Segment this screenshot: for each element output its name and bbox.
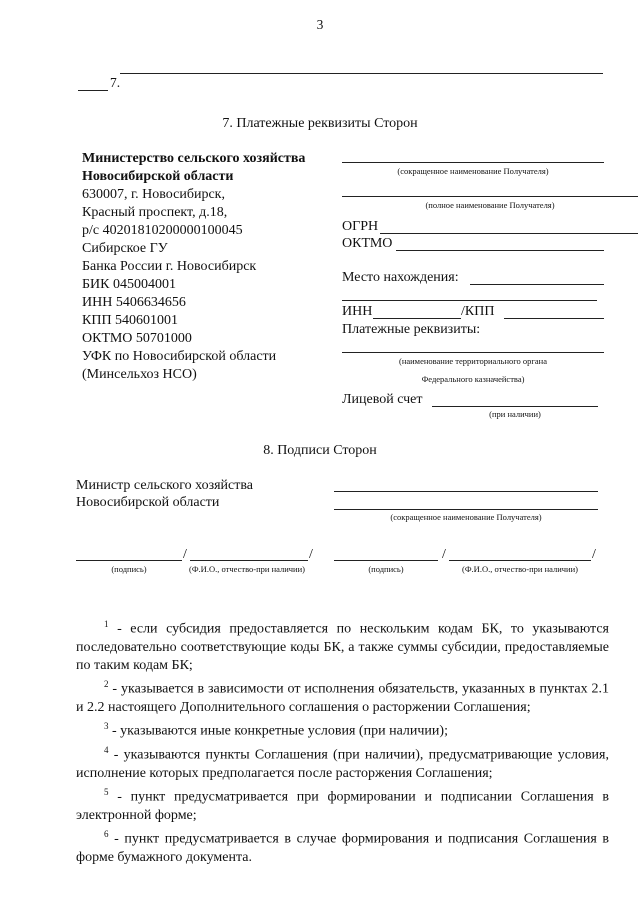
right-slash-1: /: [442, 547, 446, 562]
left-party-line: УФК по Новосибирской области: [82, 349, 277, 364]
cap-if-available: (при наличии): [489, 409, 541, 419]
footnote: [76, 675, 609, 717]
right-slash-2: /: [592, 547, 596, 562]
left-party-line: КПП 540601001: [82, 313, 179, 328]
left-party-line: (Минсельхоз НСО): [82, 367, 197, 382]
left-party-line: Сибирское ГУ: [82, 241, 168, 256]
footnote: [76, 783, 609, 825]
cap-treasury-2: Федерального казначейства): [421, 374, 525, 384]
footnote-text: - пункт предусматривается в случае формирования и подписания Соглашения в форме бумажного документа.: [76, 831, 609, 866]
footnote-mark: 2: [104, 679, 109, 690]
footnote-text: - если субсидия предоставляется по нескольким кодам БК, то указываются последовательно соответствующие коды БК, а также суммы субсидии, предоставляемые по таким кодам БК;: [76, 621, 609, 674]
left-party-line: ИНН 5406634656: [82, 295, 186, 310]
page-number: 3: [316, 17, 324, 32]
ogrn-line: [380, 233, 638, 234]
footnote-text: - пункт предусматривается при формировании и подписании Соглашения в электронной форме;: [76, 789, 609, 824]
left-fio-line: [190, 560, 308, 561]
left-party-line: р/с 40201810200000100045: [82, 223, 243, 238]
treasury-line: [342, 352, 604, 353]
footnotes: [76, 615, 609, 867]
inn-label: ИНН: [342, 304, 373, 319]
kpp-line: [504, 318, 604, 319]
full-name-line: [342, 196, 638, 197]
cap-left-fio: (Ф.И.О., отчество-при наличии): [189, 564, 305, 574]
section8-title: 8. Подписи Сторон: [263, 443, 377, 458]
recipient-line-1: [334, 491, 598, 492]
footnote-mark: 3: [104, 721, 109, 732]
footnote-mark: 1: [104, 619, 109, 629]
footnote-mark: 4: [104, 745, 109, 756]
account-label: Лицевой счет: [342, 392, 423, 407]
recipient-line-2: [334, 509, 598, 510]
left-party-line: Красный проспект, д.18,: [82, 205, 228, 220]
left-party-line: БИК 045004001: [82, 277, 176, 292]
oktmo-line: [396, 250, 604, 251]
top-blank-line: [120, 73, 603, 74]
section7-title: 7. Платежные реквизиты Сторон: [222, 116, 418, 131]
left-party-name-2: Новосибирской области: [82, 169, 234, 184]
oktmo-label: ОКТМО: [342, 236, 393, 251]
account-line: [432, 406, 598, 407]
left-party-line: 630007, г. Новосибирск,: [82, 187, 225, 202]
footnote: [76, 615, 609, 675]
footnote: [76, 825, 609, 867]
ogrn-label: ОГРН: [342, 219, 379, 234]
right-signature-line: [334, 560, 438, 561]
left-slash-1: /: [183, 547, 187, 562]
location-line: [470, 284, 604, 285]
top-fragment: 7.: [110, 75, 121, 90]
footnote-text: - указываются пункты Соглашения (при наличии), предусматривающие условия, исполнение которых предполагается после расторжения Соглашения;: [76, 747, 609, 782]
footnote-text: - указывается в зависимости от исполнения обязательств, указанных в пунктах 2.1 и 2.2 настоящего Дополнительного соглашения о расторжении Соглашения;: [76, 681, 609, 716]
cap-short-name: (сокращенное наименование Получателя): [397, 166, 549, 176]
footnote: [76, 741, 609, 783]
cap-full-name: (полное наименование Получателя): [425, 200, 555, 210]
left-party-name-1: Министерство сельского хозяйства: [82, 151, 306, 166]
cap-right-signature: (подпись): [368, 564, 404, 574]
payment-details-label: Платежные реквизиты:: [342, 322, 481, 337]
location-line-2: [342, 300, 597, 301]
left-party-line: ОКТМО 50701000: [82, 331, 192, 346]
minister-title-2: Новосибирской области: [76, 495, 220, 510]
kpp-label: /КПП: [461, 304, 495, 319]
left-party-block: [82, 150, 342, 384]
cap-treasury-1: (наименование территориального органа: [398, 356, 547, 366]
footnote: [76, 717, 609, 741]
cap-recipient-short: (сокращенное наименование Получателя): [390, 512, 542, 522]
short-name-line: [342, 162, 604, 163]
top-blank-short: [78, 90, 108, 91]
inn-line: [373, 318, 461, 319]
left-signature-line: [76, 560, 182, 561]
right-fio-line: [449, 560, 591, 561]
cap-right-fio: (Ф.И.О., отчество-при наличии): [462, 564, 578, 574]
footnote-mark: 6: [104, 829, 109, 840]
footnote-text: - указываются иные конкретные условия (при наличии);: [108, 723, 448, 739]
minister-title-1: Министр сельского хозяйства: [76, 478, 253, 493]
cap-left-signature: (подпись): [111, 564, 147, 574]
left-slash-2: /: [309, 547, 313, 562]
left-party-line: Банка России г. Новосибирск: [82, 259, 257, 274]
location-label: Место нахождения:: [342, 270, 459, 285]
footnote-mark: 5: [104, 787, 109, 798]
